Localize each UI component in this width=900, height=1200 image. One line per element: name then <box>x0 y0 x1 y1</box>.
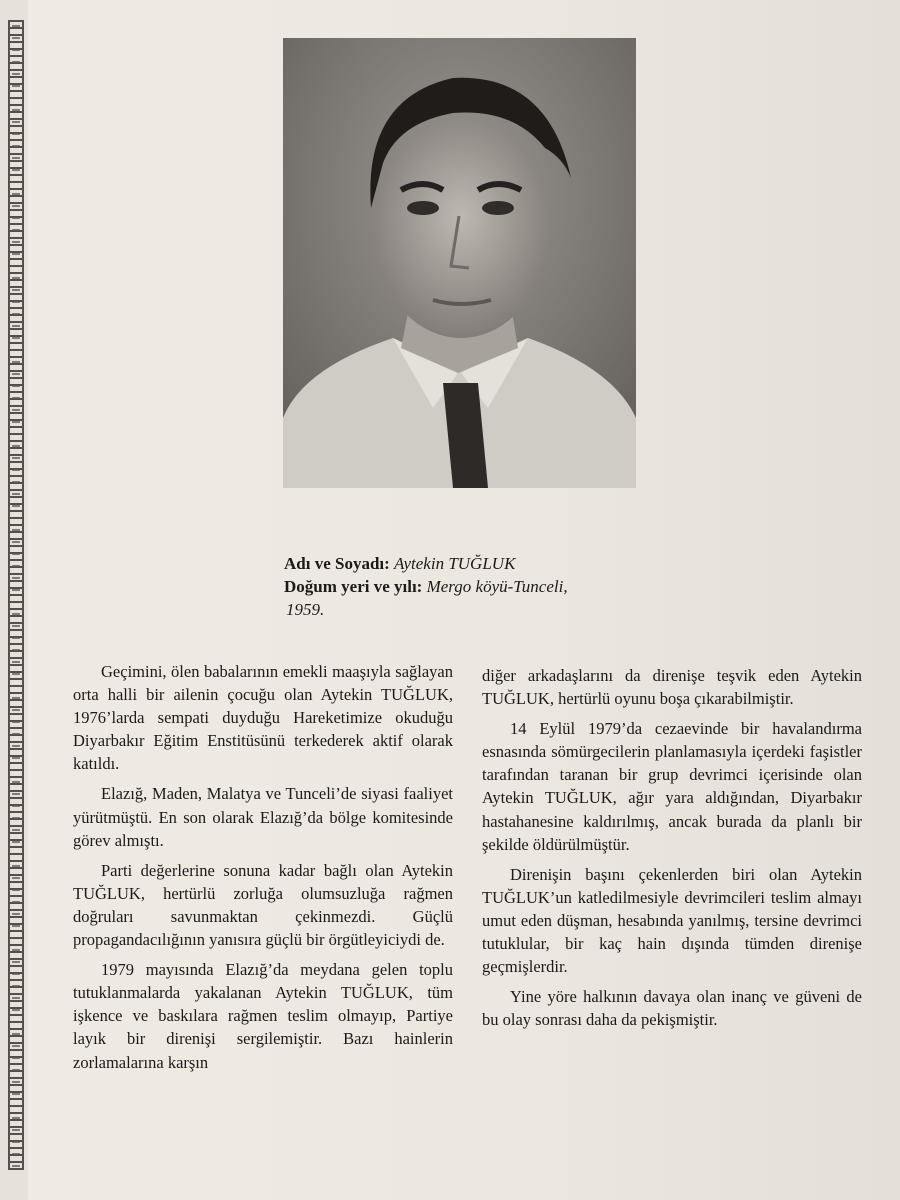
name-line <box>284 552 704 575</box>
birth-value: Mergo köyü-Tunceli, <box>426 577 568 596</box>
portrait-image <box>283 38 636 488</box>
paragraph: Yine yöre halkının davaya olan inanç ve güveni de bu olay sonrası daha da pekişmiştir. <box>482 987 862 1030</box>
birth-label: Doğum yeri ve yılı: <box>284 577 423 596</box>
paragraph: Elazığ, Maden, Malatya ve Tunceli’de siyasi faaliyet yürütmüştü. En son olarak Elazığ’da bölge komitesinde görev almıştı. <box>73 784 453 850</box>
left-column <box>73 660 453 1081</box>
portrait-photo <box>283 38 636 488</box>
birth-line <box>284 575 704 598</box>
paragraph: Geçimini, ölen babalarının emekli maaşıyla sağlayan orta halli bir ailenin çocuğu olan Aytekin TUĞLUK, 1976’larda sempati duyduğu Hareketimize okuduğu Diyarbakır Eğitim Enstitüsünü terkederek aktif olarak katıldı. <box>73 662 453 774</box>
greek-key-pattern <box>8 20 24 1170</box>
name-label: Adı ve Soyadı: <box>284 554 390 573</box>
paragraph: 14 Eylül 1979’da cezaevinde bir havalandırma esnasında sömürgecilerin planlamasıyla içerdeki faşistler tarafından taranan bir grup devrimci içerisinde olan Aytekin TUĞLUK, ağır yara aldığından, Diyarbakır hastahanesine kaldırılmış, ancak burada da planlı bir şekilde öldürülmüştür. <box>482 719 862 854</box>
birth-year: 1959. <box>286 600 325 619</box>
paragraph: Parti değerlerine sonuna kadar bağlı olan Aytekin TUĞLUK, hertürlü zorluğa olumsuzluğa rağmen doğruları savunmaktan çekinmezdi. Güçlü propagandacılığının yanısıra güçlü bir örgütleyiciydi de. <box>73 860 453 950</box>
paragraph-continuation: diğer arkadaşlarını da direnişe teşvik eden Aytekin TUĞLUK, hertürlü oyunu boşa çıkarabilmiştir. <box>482 666 862 709</box>
paragraph: 1979 mayısında Elazığ’da meydana gelen toplu tutuklanmalarda yakalanan Aytekin TUĞLUK, tüm işkence ve baskılara rağmen teslim olmayıp, Partiye layık bir direnişi sergilemiştir. Bazı hainlerin zorlamalarına karşın <box>73 960 453 1072</box>
name-value: Aytekin TUĞLUK <box>394 554 516 573</box>
caption <box>284 552 704 621</box>
paragraph: Direnişin başını çekenlerden biri olan Aytekin TUĞLUK’un katledilmesiyle devrimcileri teslim almayı umut eden düşman, hesabında yanılmış, tersine devrimci tutuklular, bir kaç hain dışında tümden direnişe geçmişlerdir. <box>482 864 862 977</box>
right-column <box>482 664 862 1038</box>
decorative-border <box>0 0 28 1200</box>
